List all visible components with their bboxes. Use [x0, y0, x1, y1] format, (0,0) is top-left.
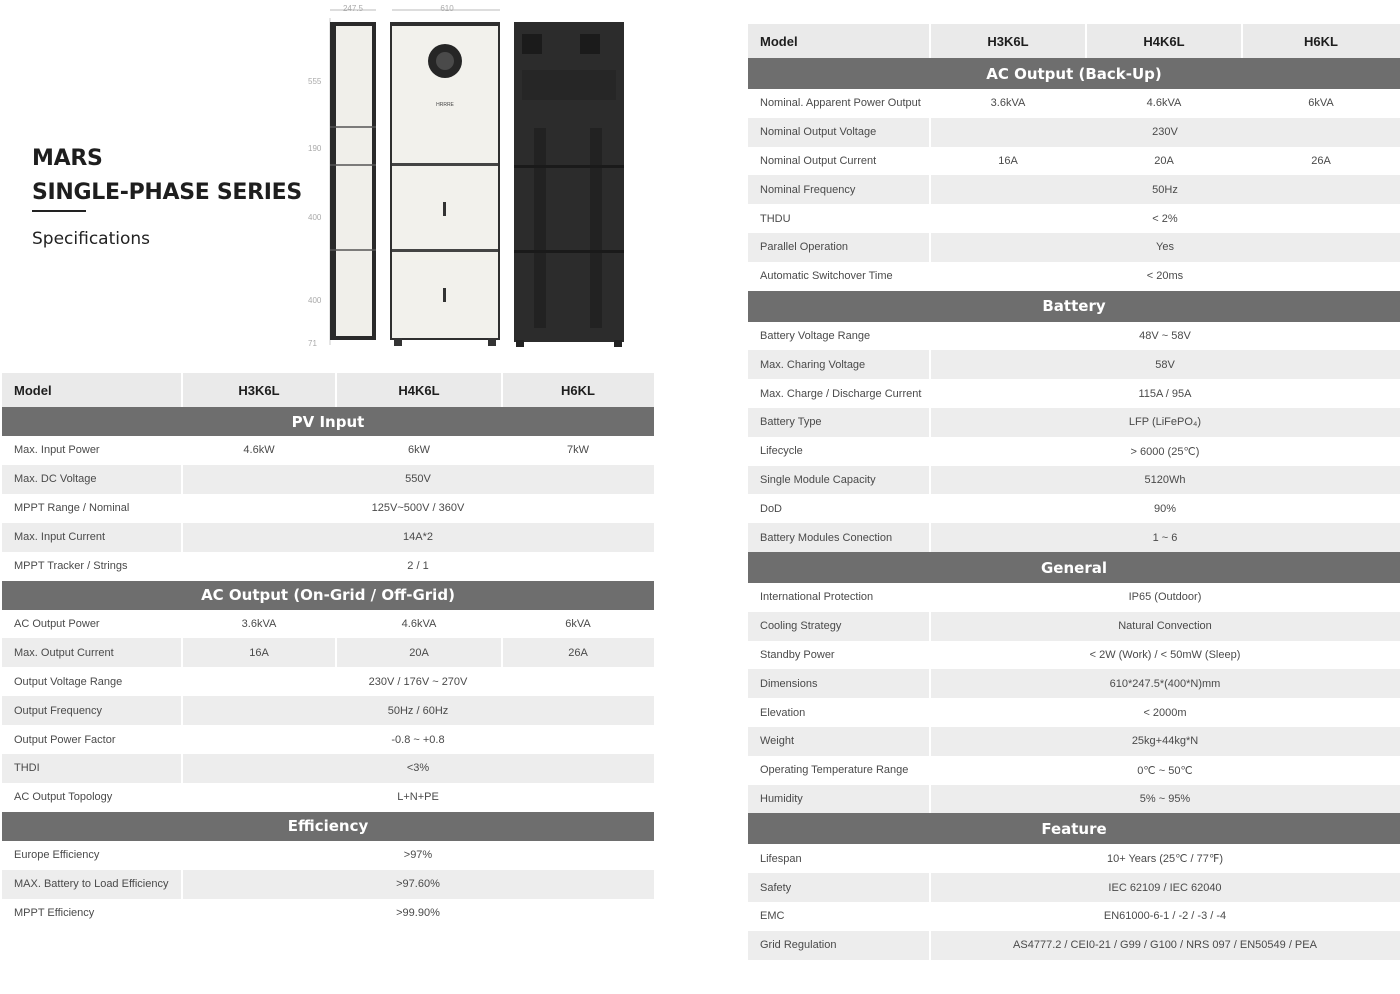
header-model-h6kl: H6KL	[561, 382, 595, 398]
spec-label: EMC	[760, 910, 785, 923]
spec-row-mppt-tracker-strings	[2, 552, 654, 581]
spec-label: Elevation	[760, 706, 806, 719]
spec-value: 50Hz / 60Hz	[387, 704, 449, 717]
section-header-pv-input: PV Input	[2, 407, 654, 436]
spec-row-ac-output-power	[2, 610, 654, 639]
spec-row-mppt-range-nominal	[2, 494, 654, 523]
spec-value: 115A / 95A	[1138, 387, 1192, 400]
spec-value: >97.60%	[396, 878, 440, 891]
spec-value: 14A*2	[403, 531, 433, 544]
spec-label: Max. DC Voltage	[2, 465, 182, 494]
spec-row-battery-voltage-range	[748, 322, 1400, 351]
spec-value: 6kVA	[1308, 97, 1334, 110]
spec-row-single-module-capacity	[748, 466, 1400, 495]
spec-row-nominal-apparent-power-output	[748, 89, 1400, 118]
spec-label: MPPT Efficiency	[14, 907, 95, 920]
header-model-label: Model	[14, 382, 52, 398]
spec-value: 4.6kW	[243, 444, 275, 457]
spec-label: Single Module Capacity	[748, 466, 930, 495]
spec-label: Lifespan	[760, 852, 802, 865]
brand-logo: HRRRE	[436, 102, 454, 108]
spec-label: Nominal Output Voltage	[748, 118, 930, 147]
title-line-2: SINGLE-PHASE SERIES	[32, 180, 302, 205]
spec-row-standby-power	[748, 641, 1400, 670]
spec-label: Max. Input Current	[2, 523, 182, 552]
spec-row-emc	[748, 902, 1400, 931]
spec-table-left	[2, 373, 654, 933]
spec-value: 20A	[409, 646, 429, 659]
spec-value: 20A	[1154, 154, 1174, 167]
spec-label: Parallel Operation	[748, 233, 930, 262]
spec-row-output-power-factor	[2, 725, 654, 754]
section-header-ac-output-on-grid-off-grid: AC Output (On-Grid / Off-Grid)	[2, 581, 654, 610]
spec-value: 3.6kVA	[990, 97, 1026, 110]
spec-value: 16A	[249, 646, 269, 659]
dim-height-3: 400	[308, 213, 322, 222]
spec-row-dimensions	[748, 669, 1400, 698]
page-title	[32, 142, 302, 210]
spec-value: L+N+PE	[397, 791, 439, 804]
spec-table-right	[748, 24, 1400, 964]
spec-value: 48V ~ 58V	[1139, 329, 1191, 342]
spec-row-operating-temperature-range	[748, 756, 1400, 785]
spec-label: MAX. Battery to Load Efficiency	[2, 870, 182, 899]
spec-label: DoD	[760, 502, 783, 515]
spec-label: Dimensions	[748, 669, 930, 698]
spec-value: 26A	[568, 646, 588, 659]
spec-value: 26A	[1311, 154, 1331, 167]
spec-label: AC Output Topology	[14, 791, 113, 804]
spec-row-automatic-switchover-time	[748, 262, 1400, 291]
spec-row-thdu	[748, 204, 1400, 233]
dim-height-2: 190	[308, 144, 322, 153]
spec-row-grid-regulation	[748, 931, 1400, 960]
spec-value: > 6000 (25℃)	[1130, 445, 1200, 458]
spec-row-output-frequency	[2, 696, 654, 725]
spec-value: >97%	[403, 849, 433, 862]
spec-value: LFP (LiFePO₄)	[1128, 416, 1202, 429]
spec-row-battery-type	[748, 408, 1400, 437]
dim-height-5: 71	[308, 339, 317, 348]
spec-row-max-output-current	[2, 638, 654, 667]
spec-label: AC Output Power	[14, 617, 100, 630]
header-model-h4k6l: H4K6L	[398, 382, 440, 398]
spec-label: MPPT Range / Nominal	[14, 502, 130, 515]
spec-row-parallel-operation	[748, 233, 1400, 262]
column-divider	[335, 638, 337, 667]
dim-height-1: 555	[308, 77, 322, 86]
product-image	[296, 0, 636, 360]
header-model-h4k6l: H4K6L	[1143, 33, 1185, 49]
spec-row-mppt-efficiency	[2, 899, 654, 928]
spec-value: 4.6kVA	[401, 617, 437, 630]
spec-row-elevation	[748, 698, 1400, 727]
spec-row-max-input-current	[2, 523, 654, 552]
spec-value: AS4777.2 / CEI0-21 / G99 / G100 / NRS 097 / EN50549 / PEA	[1013, 939, 1317, 952]
spec-row-battery-modules-conection	[748, 523, 1400, 552]
spec-label: Safety	[748, 873, 930, 902]
column-divider	[501, 638, 503, 667]
spec-row-nominal-output-current	[748, 147, 1400, 176]
spec-value: IP65 (Outdoor)	[1128, 591, 1202, 604]
column-divider	[1241, 24, 1243, 58]
spec-value: < 2W (Work) / < 50mW (Sleep)	[1089, 648, 1241, 661]
spec-value: 610*247.5*(400*N)mm	[1109, 677, 1221, 690]
spec-value: 50Hz	[1152, 183, 1178, 196]
spec-row-europe-efficiency	[2, 841, 654, 870]
spec-row-max-dc-voltage	[2, 465, 654, 494]
table-header-row	[748, 24, 1400, 58]
spec-label: Max. Charge / Discharge Current	[760, 387, 922, 400]
spec-value: 6kW	[408, 444, 430, 457]
spec-value: 2 / 1	[407, 560, 429, 573]
spec-value: 0℃ ~ 50℃	[1137, 764, 1193, 777]
spec-row-thdi	[2, 754, 654, 783]
dim-width-side: 247.5	[342, 4, 364, 13]
spec-value: 230V	[1152, 126, 1178, 139]
column-divider	[335, 373, 337, 407]
spec-label: Lifecycle	[760, 445, 803, 458]
spec-row-max-charing-voltage	[748, 350, 1400, 379]
spec-label: Nominal Output Current	[760, 154, 877, 167]
spec-label: Battery Modules Conection	[748, 523, 930, 552]
spec-row-output-voltage-range	[2, 667, 654, 696]
spec-value: 4.6kVA	[1146, 97, 1182, 110]
spec-value: 25kg+44kg*N	[1131, 735, 1199, 748]
spec-label: International Protection	[760, 591, 874, 604]
spec-row-humidity	[748, 785, 1400, 814]
spec-value: -0.8 ~ +0.8	[391, 733, 445, 746]
spec-value: <3%	[406, 762, 430, 775]
spec-value: 16A	[998, 154, 1018, 167]
spec-label: Standby Power	[760, 648, 835, 661]
table-header-row	[2, 373, 654, 407]
spec-value: 1 ~ 6	[1152, 531, 1178, 544]
spec-label: Humidity	[748, 785, 930, 814]
spec-value: 5120Wh	[1144, 473, 1186, 486]
dim-height-4: 400	[308, 296, 322, 305]
spec-value: < 20ms	[1146, 270, 1184, 283]
spec-value: 3.6kVA	[241, 617, 277, 630]
spec-value: 230V / 176V ~ 270V	[368, 675, 468, 688]
spec-row-cooling-strategy	[748, 612, 1400, 641]
spec-row-safety	[748, 873, 1400, 902]
title-underline	[32, 210, 86, 212]
section-header-battery: Battery	[748, 291, 1400, 322]
header-model-h3k6l: H3K6L	[238, 382, 280, 398]
column-divider	[1085, 24, 1087, 58]
spec-value: Natural Convection	[1118, 620, 1212, 633]
spec-row-max-battery-to-load-efficiency	[2, 870, 654, 899]
spec-label: Max. Input Power	[14, 444, 100, 457]
spec-label: Battery Voltage Range	[760, 329, 871, 342]
spec-value: Yes	[1156, 241, 1174, 254]
spec-row-ac-output-topology	[2, 783, 654, 812]
spec-label: Automatic Switchover Time	[760, 270, 893, 283]
spec-row-max-input-power	[2, 436, 654, 465]
spec-value: < 2%	[1152, 212, 1178, 225]
column-divider	[929, 24, 931, 58]
spec-value: EN61000-6-1 / -2 / -3 / -4	[1103, 910, 1227, 923]
dim-width-front: 610	[440, 4, 454, 13]
spec-value: 6kVA	[565, 617, 591, 630]
section-header-ac-output-back-up: AC Output (Back-Up)	[748, 58, 1400, 89]
section-header-general: General	[748, 552, 1400, 583]
spec-value: 5% ~ 95%	[1139, 792, 1191, 805]
spec-value: IEC 62109 / IEC 62040	[1108, 881, 1222, 894]
spec-label: Nominal Frequency	[748, 175, 930, 204]
spec-row-nominal-frequency	[748, 175, 1400, 204]
spec-label: Operating Temperature Range	[760, 764, 909, 777]
header-model-label: Model	[760, 33, 798, 49]
spec-label: Max. Output Current	[2, 638, 182, 667]
spec-label: Weight	[748, 727, 930, 756]
page-subtitle: Specifications	[32, 229, 151, 249]
spec-label: Europe Efficiency	[14, 849, 100, 862]
spec-label: Cooling Strategy	[748, 612, 930, 641]
column-divider	[181, 373, 183, 407]
column-divider	[501, 373, 503, 407]
spec-row-nominal-output-voltage	[748, 118, 1400, 147]
spec-row-weight	[748, 727, 1400, 756]
spec-value: 125V~500V / 360V	[371, 502, 465, 515]
spec-value: 90%	[1153, 502, 1177, 515]
spec-row-dod	[748, 494, 1400, 523]
spec-label: THDU	[760, 212, 791, 225]
spec-row-max-charge-discharge-current	[748, 379, 1400, 408]
spec-label: Output Voltage Range	[14, 675, 123, 688]
spec-label: THDI	[2, 754, 182, 783]
section-header-efficiency: Efficiency	[2, 812, 654, 841]
spec-value: >99.90%	[396, 907, 440, 920]
header-model-h3k6l: H3K6L	[987, 33, 1029, 49]
section-header-feature: Feature	[748, 813, 1400, 844]
spec-label: Output Frequency	[2, 696, 182, 725]
spec-label: Battery Type	[748, 408, 930, 437]
spec-value: 7kW	[567, 444, 589, 457]
spec-value: 58V	[1155, 358, 1175, 371]
header-model-h6kl: H6KL	[1304, 33, 1338, 49]
title-line-1: MARS	[32, 146, 103, 171]
spec-label: Output Power Factor	[14, 733, 116, 746]
spec-row-international-protection	[748, 583, 1400, 612]
spec-row-lifespan	[748, 844, 1400, 873]
spec-label: Grid Regulation	[748, 931, 930, 960]
spec-label: Nominal. Apparent Power Output	[760, 97, 921, 110]
spec-value: 550V	[405, 473, 431, 486]
spec-label: Max. Charing Voltage	[748, 350, 930, 379]
spec-row-lifecycle	[748, 437, 1400, 466]
spec-label: MPPT Tracker / Strings	[14, 560, 128, 573]
spec-value: 10+ Years (25℃ / 77℉)	[1106, 853, 1224, 866]
spec-value: < 2000m	[1143, 706, 1187, 719]
